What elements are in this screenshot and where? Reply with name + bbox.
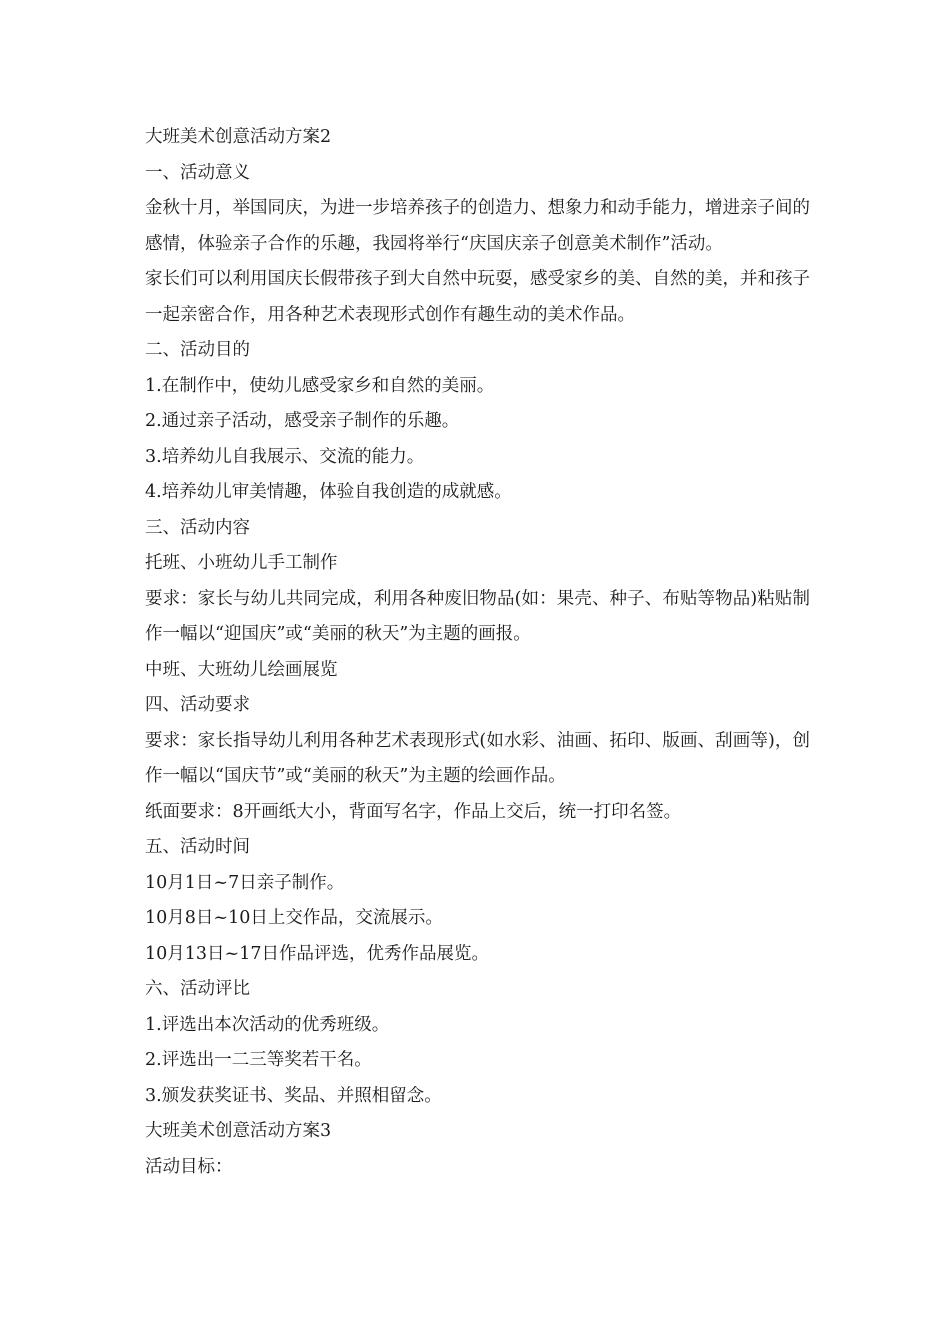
list-item: 1.在制作中，使幼儿感受家乡和自然的美丽。 <box>145 375 495 396</box>
paragraph: 金秋十月，举国同庆，为进一步培养孩子的创造力、想象力和动手能力，增进亲子间的感情，体验亲子合作的乐趣，我园将举行“庆国庆亲子创意美术制作”活动。 <box>145 198 810 254</box>
section-heading: 四、活动要求 <box>145 695 250 715</box>
section-heading: 六、活动评比 <box>145 979 250 999</box>
list-item: 10月1日~7日亲子制作。 <box>145 872 345 893</box>
section-heading: 二、活动目的 <box>145 340 250 360</box>
section-heading: 三、活动内容 <box>145 517 250 538</box>
paragraph: 要求：家长与幼儿共同完成，利用各种废旧物品(如：果壳、种子、布贴等物品)粘贴制作一幅以“迎国庆”或“美丽的秋天”为主题的画报。 <box>145 588 810 644</box>
list-item: 2.通过亲子活动，感受亲子制作的乐趣。 <box>145 411 460 431</box>
subheading: 中班、大班幼儿绘画展览 <box>145 659 338 680</box>
paragraph: 要求：家长指导幼儿利用各种艺术表现形式(如水彩、油画、拓印、版画、刮画等)，创作一幅以“国庆节”或“美丽的秋天”为主题的绘画作品。 <box>145 730 810 786</box>
list-item: 10月8日~10日上交作品，交流展示。 <box>145 908 443 928</box>
list-item: 4.培养幼儿审美情趣，体验自我创造的成就感。 <box>145 482 512 502</box>
list-item: 10月13日~17日作品评选，优秀作品展览。 <box>145 943 489 964</box>
document-body <box>145 120 810 1185</box>
paragraph: 家长们可以利用国庆长假带孩子到大自然中玩耍，感受家乡的美、自然的美，并和孩子一起亲密合作，用各种艺术表现形式创作有趣生动的美术作品。 <box>145 269 810 325</box>
list-item: 2.评选出一二三等奖若干名。 <box>145 1050 372 1070</box>
paragraph: 纸面要求：8开画纸大小，背面写名字，作品上交后，统一打印名签。 <box>145 801 682 822</box>
list-item: 3.颁发获奖证书、奖品、并照相留念。 <box>145 1085 442 1106</box>
list-item: 3.培养幼儿自我展示、交流的能力。 <box>145 446 425 467</box>
section-heading: 活动目标： <box>145 1156 233 1177</box>
section-title: 大班美术创意活动方案3 <box>145 1121 332 1141</box>
list-item: 1.评选出本次活动的优秀班级。 <box>145 1014 390 1035</box>
subheading: 托班、小班幼儿手工制作 <box>145 553 338 573</box>
section-title: 大班美术创意活动方案2 <box>145 127 332 147</box>
section-heading: 一、活动意义 <box>145 162 250 183</box>
section-heading: 五、活动时间 <box>145 837 250 857</box>
